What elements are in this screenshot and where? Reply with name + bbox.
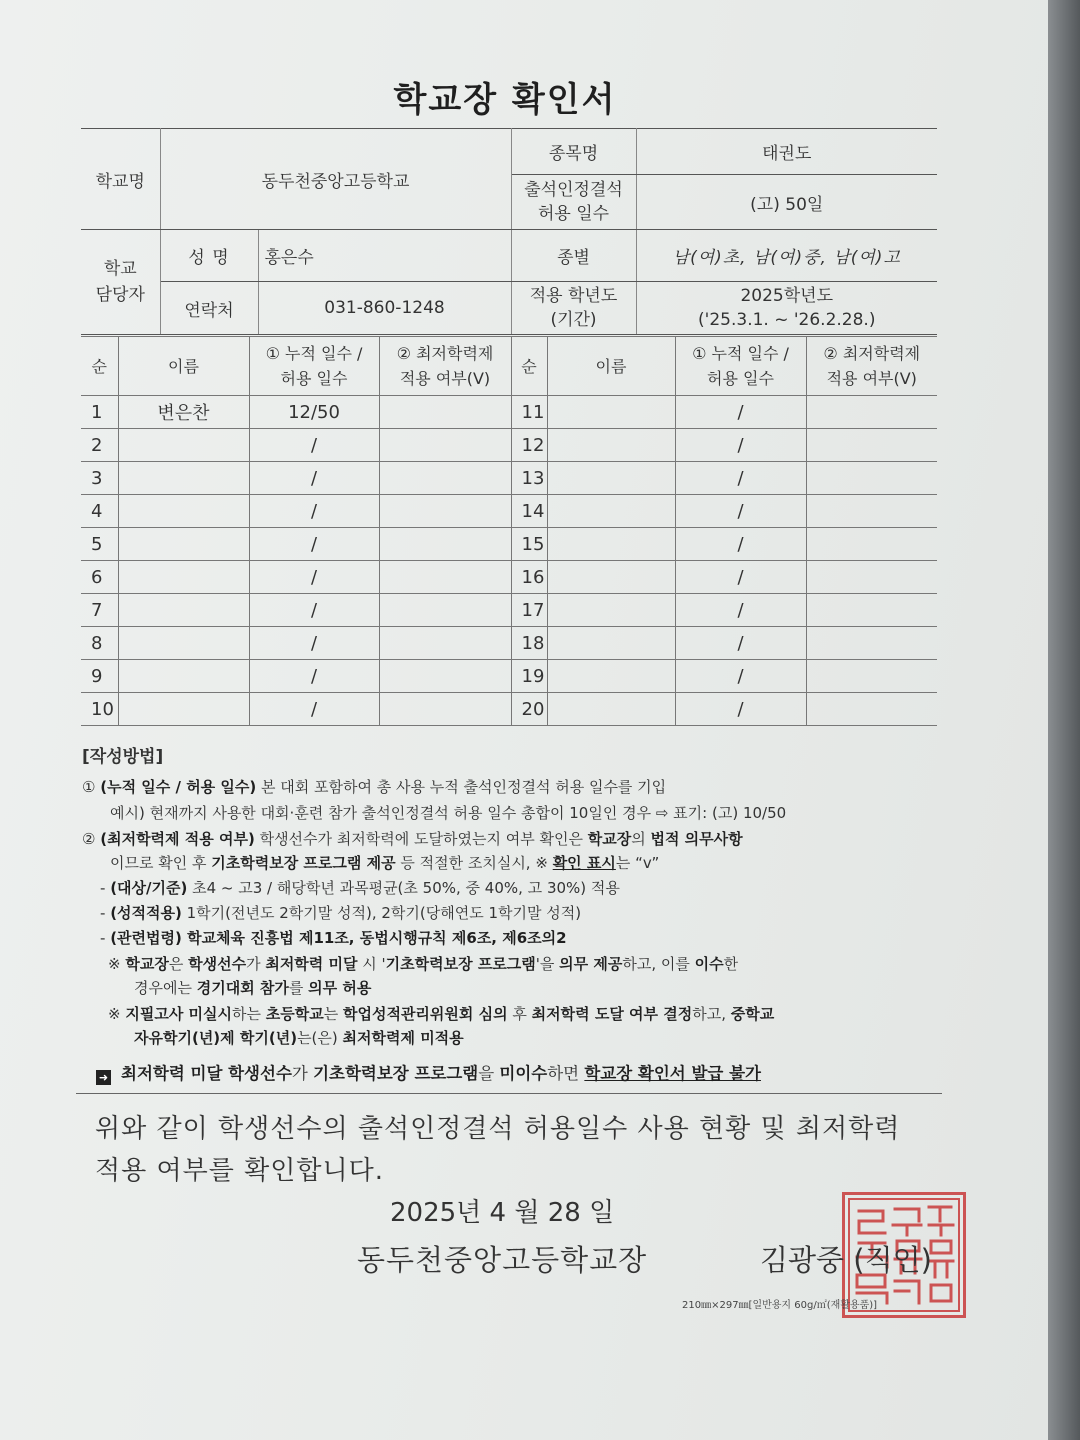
dash: -: [100, 904, 111, 922]
min-cell: [379, 429, 511, 462]
circled-one: ①: [82, 778, 96, 796]
days-cell: /: [675, 528, 806, 561]
instruction-text: 본 대회 포함하여 총 사용 누적 출석인정결석 허용 일수를 기입: [256, 778, 667, 796]
school-name: 동두천중앙고등학교: [160, 129, 511, 230]
bold-text: 경기대회 참가: [196, 979, 289, 997]
text: 하고,: [692, 1005, 731, 1023]
student-name: [547, 396, 675, 429]
instruction-grades: [100, 902, 581, 923]
bold-text: 이수: [694, 955, 724, 973]
header-min-line2: 적용 여부(V): [399, 369, 491, 388]
bold-text: 기초학력보장 프로그램: [385, 955, 536, 973]
term-target: (대상/기준): [110, 879, 188, 897]
instruction-note-1: [108, 953, 738, 974]
header-min-2-line1: ② 최저학력제: [823, 344, 921, 363]
row-number: 20: [511, 693, 547, 726]
header-min-2: [806, 337, 937, 396]
min-cell: [379, 660, 511, 693]
min-cell: [379, 528, 511, 561]
principal-name: 김광중 (직인): [760, 1243, 932, 1277]
instruction-text: 는 “v”: [615, 854, 660, 872]
bold-text: 최저학력제 미적용: [342, 1029, 464, 1047]
student-name: 변은찬: [118, 396, 249, 429]
info-table: [81, 128, 937, 335]
bold-text: 초등학교: [265, 1005, 324, 1023]
term-program: 기초학력보장 프로그램 제공: [211, 854, 396, 872]
table-row: [81, 528, 937, 561]
contact-value: 031-860-1248: [258, 282, 511, 335]
allowed-days-label: [511, 175, 636, 230]
event-label: 종목명: [511, 129, 636, 175]
header-days-2-line2: 허용 일수: [707, 369, 774, 388]
confirmation-line-1: 위와 같이 학생선수의 출석인정결석 허용일수 사용 현황 및 최저학력: [95, 1114, 901, 1144]
instruction-line-2b: [110, 852, 659, 873]
row-number: 7: [81, 594, 118, 627]
table-row: [81, 495, 937, 528]
bold-text: 의무 허용: [308, 979, 372, 997]
days-cell: /: [675, 660, 806, 693]
days-cell: /: [249, 561, 379, 594]
student-name: [547, 627, 675, 660]
arrow-box-icon: ➜: [96, 1070, 111, 1085]
student-name: [547, 429, 675, 462]
table-row: [81, 594, 937, 627]
instruction-text: 1학기(전년도 2학기말 성적), 2학기(당해연도 1학기말 성적): [181, 904, 582, 922]
term-cumulative-days: (누적 일수 / 허용 일수): [100, 778, 257, 796]
allowed-days-label-line1: 출석인정결석: [524, 180, 623, 200]
bold-text: 중학교: [730, 1005, 775, 1023]
text: 를: [288, 979, 309, 997]
table-row: [81, 396, 937, 429]
text: 은: [168, 955, 189, 973]
row-number: 2: [81, 429, 118, 462]
days-cell: /: [675, 495, 806, 528]
row-number: 5: [81, 528, 118, 561]
row-number: 17: [511, 594, 547, 627]
student-name: [547, 693, 675, 726]
circled-two: ②: [82, 830, 96, 848]
instruction-note-2b: [134, 1027, 464, 1048]
row-number: 6: [81, 561, 118, 594]
header-seq-2: 순: [511, 337, 547, 396]
header-days-line1: ① 누적 일수 /: [265, 344, 363, 363]
issue-date: 2025년 4 월 28 일: [390, 1198, 615, 1228]
row-number: 3: [81, 462, 118, 495]
bold-text: 학교장 확인서 발급 불가: [584, 1064, 761, 1083]
days-cell: /: [675, 429, 806, 462]
header-days: [249, 337, 379, 396]
days-cell: /: [249, 462, 379, 495]
instruction-line-1: [82, 776, 666, 797]
text: 하는: [232, 1005, 266, 1023]
instruction-text: 등 적절한 조치실시, ※: [395, 854, 553, 872]
days-cell: /: [675, 627, 806, 660]
min-cell: [806, 627, 937, 660]
row-number: 11: [511, 396, 547, 429]
row-number: 12: [511, 429, 547, 462]
student-name: [118, 495, 249, 528]
period-value: ('25.3.1. ~ '26.2.28.): [698, 310, 876, 330]
bold-text: 자유학기(년)제 학기(년): [134, 1029, 298, 1047]
confirmation-line-2: 적용 여부를 확인합니다.: [95, 1156, 384, 1186]
min-cell: [806, 528, 937, 561]
text: 한: [723, 955, 739, 973]
min-cell: [379, 561, 511, 594]
row-number: 14: [511, 495, 547, 528]
term-laws: (관련법령): [110, 929, 182, 947]
min-cell: [379, 462, 511, 495]
header-min-line1: ② 최저학력제: [396, 344, 494, 363]
table-row: [81, 660, 937, 693]
bold-text: 의무 제공: [559, 955, 623, 973]
student-roster-table: [81, 336, 937, 726]
term-principal: 학교장: [587, 830, 632, 848]
student-name: [118, 462, 249, 495]
days-cell: /: [249, 693, 379, 726]
laws-text: 학교체육 진흥법 제11조, 동법시행규칙 제6조, 제6조의2: [181, 929, 567, 947]
bold-text: 학업성적관리위원회 심의: [342, 1005, 508, 1023]
row-number: 18: [511, 627, 547, 660]
dash: -: [100, 879, 111, 897]
row-number: 15: [511, 528, 547, 561]
year-value: [636, 282, 937, 335]
school-principal-title: 동두천중앙고등학교장: [357, 1243, 648, 1277]
min-cell: [806, 693, 937, 726]
min-cell: [806, 495, 937, 528]
min-cell: [806, 594, 937, 627]
bold-text: 최저학력 도달 여부 결정: [531, 1005, 693, 1023]
row-number: 4: [81, 495, 118, 528]
student-name: [118, 429, 249, 462]
instructions-heading: [작성방법]: [82, 747, 164, 767]
table-row: [81, 462, 937, 495]
confirmation-statement: [95, 1108, 935, 1192]
text: 하면: [547, 1064, 585, 1083]
year-label-line1: 적용 학년도: [529, 286, 618, 306]
table-row: [81, 627, 937, 660]
bold-text: 기초학력보장 프로그램: [313, 1064, 479, 1083]
text: 시 ': [357, 955, 386, 973]
row-number: 9: [81, 660, 118, 693]
days-cell: /: [675, 561, 806, 594]
days-cell: /: [675, 693, 806, 726]
row-number: 10: [81, 693, 118, 726]
header-days-line2: 허용 일수: [280, 369, 348, 388]
header-min: [379, 337, 511, 396]
text: 는: [323, 1005, 343, 1023]
allowed-days-value: (고) 50일: [636, 175, 937, 230]
term-grades: (성적적용): [110, 904, 182, 922]
bold-text: 최저학력 미달 학생선수: [121, 1064, 292, 1083]
instruction-text: 학생선수가 최저학력에 도달하였는지 여부 확인은: [254, 830, 588, 848]
bold-text: 최저학력 미달: [265, 955, 358, 973]
paper-spec: 210㎜×297㎜[일반용지 60g/㎡(재활용품)]: [682, 1300, 878, 1311]
text: '을: [535, 955, 560, 973]
student-name: [118, 561, 249, 594]
school-label: 학교명: [81, 129, 160, 230]
row-number: 19: [511, 660, 547, 693]
header-min-2-line2: 적용 여부(V): [826, 369, 917, 388]
days-cell: /: [249, 528, 379, 561]
table-row: [81, 429, 937, 462]
text: 후: [507, 1005, 532, 1023]
text: 가: [246, 955, 266, 973]
header-seq: 순: [81, 337, 118, 396]
text: 가: [291, 1064, 314, 1083]
bold-text: 지필고사 미실시: [125, 1005, 232, 1023]
days-cell: /: [249, 660, 379, 693]
instruction-line-2: [82, 828, 743, 849]
staff-label-line2: 담당자: [95, 285, 145, 305]
min-cell: [806, 462, 937, 495]
name-value: 홍은수: [258, 230, 511, 282]
contact-label: 연락처: [160, 282, 258, 335]
student-name: [547, 660, 675, 693]
term-legal-duty: 법적 의무사항: [650, 830, 743, 848]
student-name: [547, 561, 675, 594]
page-edge-shadow: [1048, 0, 1080, 1440]
text: 는(은): [297, 1029, 343, 1047]
days-cell: 12/50: [249, 396, 379, 429]
row-number: 8: [81, 627, 118, 660]
days-cell: /: [249, 495, 379, 528]
min-cell: [806, 660, 937, 693]
row-number: 1: [81, 396, 118, 429]
table-row: [81, 693, 937, 726]
student-name: [547, 495, 675, 528]
bold-text: 미이수: [499, 1064, 548, 1083]
year-label-line2: (기간): [550, 310, 597, 330]
header-name: 이름: [118, 337, 249, 396]
instructions-section: [82, 742, 942, 1084]
days-cell: /: [249, 627, 379, 660]
instruction-note-1b: [134, 977, 371, 998]
bold-text: 학생선수: [188, 955, 247, 973]
category-value: 남(여)초, 남(여)중, 남(여)고: [636, 230, 937, 282]
text: 경우에는: [134, 979, 197, 997]
min-cell: [379, 627, 511, 660]
student-name: [118, 528, 249, 561]
term-check-mark: 확인 표시: [552, 854, 616, 872]
student-name: [547, 462, 675, 495]
bold-text: 학교장: [125, 955, 169, 973]
min-cell: [379, 495, 511, 528]
min-cell: [806, 396, 937, 429]
days-cell: /: [675, 396, 806, 429]
student-name: [118, 627, 249, 660]
year-label: [511, 282, 636, 335]
category-label: 종별: [511, 230, 636, 282]
header-days-2: [675, 337, 806, 396]
text: 하고, 이를: [622, 955, 695, 973]
instruction-note-2: [108, 1003, 774, 1024]
name-label: 성 명: [160, 230, 258, 282]
row-number: 16: [511, 561, 547, 594]
instruction-text: 의: [631, 830, 651, 848]
instruction-text: 초4 ~ 고3 / 해당학년 과목평균(초 50%, 중 40%, 고 30%) 적용: [187, 879, 620, 897]
event-value: 태권도: [636, 129, 937, 175]
min-cell: [379, 693, 511, 726]
year-value-line1: 2025학년도: [740, 286, 834, 306]
allowed-days-label-line2: 허용 일수: [537, 204, 610, 224]
student-name: [547, 528, 675, 561]
days-cell: /: [249, 594, 379, 627]
min-cell: [379, 594, 511, 627]
instruction-text: 이므로 확인 후: [110, 854, 212, 872]
text: 을: [478, 1064, 500, 1083]
days-cell: /: [675, 462, 806, 495]
note-mark: ※: [108, 955, 126, 973]
days-cell: /: [249, 429, 379, 462]
min-cell: [379, 396, 511, 429]
section-divider: [76, 1093, 942, 1094]
term-min-achievement: (최저학력제 적용 여부): [100, 830, 255, 848]
header-days-2-line1: ① 누적 일수 /: [692, 344, 789, 363]
student-name: [118, 594, 249, 627]
student-name: [547, 594, 675, 627]
days-cell: /: [675, 594, 806, 627]
student-name: [118, 660, 249, 693]
instruction-example: 예시) 현재까지 사용한 대회·훈련 참가 출석인정결석 허용 일수 총합이 10일인 경우 ⇨ 표기: (고) 10/50: [110, 804, 787, 822]
header-name-2: 이름: [547, 337, 675, 396]
instruction-laws: [100, 927, 567, 948]
min-cell: [806, 561, 937, 594]
staff-label-line1: 학교: [103, 259, 137, 279]
student-name: [118, 693, 249, 726]
note-mark: ※: [108, 1005, 126, 1023]
staff-label: [81, 230, 160, 335]
final-warning: [96, 1060, 761, 1085]
dash: -: [100, 929, 111, 947]
document-title: 학교장 확인서: [393, 80, 617, 120]
table-row: [81, 561, 937, 594]
row-number: 13: [511, 462, 547, 495]
min-cell: [806, 429, 937, 462]
instruction-target: [100, 877, 620, 898]
